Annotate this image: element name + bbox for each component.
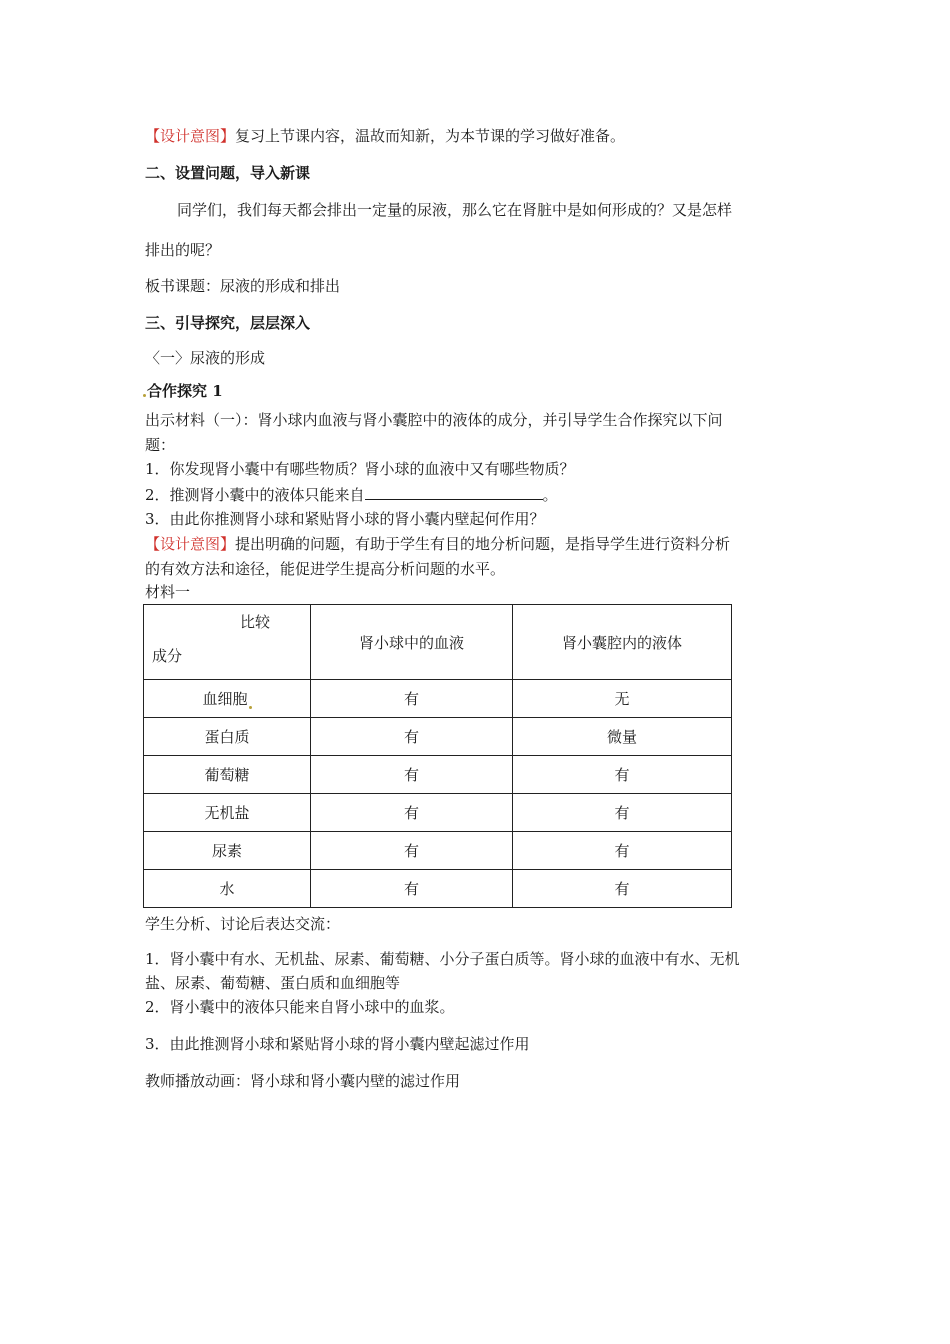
row-label: 血细胞 <box>144 680 311 718</box>
cell-capsule: 有 <box>513 756 732 794</box>
subsection-heading: 〈一〉尿液的形成 <box>145 349 266 367</box>
answer-2: 2．肾小囊中的液体只能来自肾小球中的血浆。 <box>145 998 455 1016</box>
cell-blood: 有 <box>311 718 513 756</box>
cell-capsule: 无 <box>513 680 732 718</box>
cell-blood: 有 <box>311 680 513 718</box>
cell-capsule: 有 <box>513 832 732 870</box>
row-label: 葡萄糖 <box>144 756 311 794</box>
material-intro-line1: 出示材料（一）：肾小球内血液与肾小囊腔中的液体的成分，并引导学生合作探究以下问 <box>145 411 723 429</box>
design-intent-2-line2: 的有效方法和途径，能促进学生提高分析问题的水平。 <box>145 560 506 578</box>
design-intent-2-text: 提出明确的问题，有助于学生有目的地分析问题，是指导学生进行资料分析 <box>235 535 731 553</box>
material-table <box>143 604 732 908</box>
answer-1-line1: 1．肾小囊中有水、无机盐、尿素、葡萄糖、小分子蛋白质等。肾小球的血液中有水、无机 <box>145 950 740 968</box>
question-2-suffix: 。 <box>542 486 558 504</box>
section-heading-3: 三、引导探究，层层深入 <box>145 314 311 332</box>
column-header-capsule-fluid: 肾小囊腔内的液体 <box>513 605 732 680</box>
design-intent-1 <box>145 126 625 146</box>
cell-blood: 有 <box>311 756 513 794</box>
cell-capsule: 有 <box>513 794 732 832</box>
answer-blank <box>365 484 543 500</box>
row-label: 无机盐 <box>144 794 311 832</box>
material-intro-line2: 题： <box>145 436 176 454</box>
marker-dot <box>249 706 252 709</box>
table-row <box>144 718 732 756</box>
row-label: 尿素 <box>144 832 311 870</box>
corner-compare-label: 比较 <box>240 613 271 631</box>
table-row <box>144 680 732 718</box>
marker-dot <box>143 394 146 397</box>
section-heading-2: 二、设置问题，导入新课 <box>145 164 311 182</box>
design-intent-2-tag: 【设计意图】 <box>145 535 236 553</box>
design-intent-tag: 【设计意图】 <box>145 127 236 145</box>
table-row <box>144 870 732 908</box>
answer-1-line2: 盐、尿素、葡萄糖、蛋白质和血细胞等 <box>145 974 401 992</box>
cooperative-inquiry-heading: 合作探究 1 <box>147 382 223 400</box>
table-row <box>144 756 732 794</box>
question-3: 3．由此你推测肾小球和紧贴肾小球的肾小囊内壁起何作用？ <box>145 510 545 528</box>
row-label: 水 <box>144 870 311 908</box>
board-title: 板书课题：尿液的形成和排出 <box>145 277 341 295</box>
question-2 <box>145 484 558 505</box>
answer-3: 3．由此推测肾小球和紧贴肾小球的肾小囊内壁起滤过作用 <box>145 1035 530 1053</box>
row-label: 蛋白质 <box>144 718 311 756</box>
cell-blood: 有 <box>311 870 513 908</box>
student-discussion-intro: 学生分析、讨论后表达交流： <box>145 915 341 933</box>
table-corner-header <box>144 605 311 680</box>
table-row <box>144 832 732 870</box>
teacher-animation-note: 教师播放动画：肾小球和肾小囊内壁的滤过作用 <box>145 1072 461 1090</box>
table-row <box>144 794 732 832</box>
question-1: 1．你发现肾小囊中有哪些物质？肾小球的血液中又有哪些物质？ <box>145 460 575 478</box>
design-intent-2 <box>145 534 730 554</box>
column-header-blood: 肾小球中的血液 <box>311 605 513 680</box>
material-label: 材料一 <box>145 583 191 601</box>
design-intent-text: 复习上节课内容，温故而知新，为本节课的学习做好准备。 <box>235 127 626 145</box>
corner-component-label: 成分 <box>152 647 183 665</box>
intro-paragraph-line2: 排出的呢？ <box>145 241 221 259</box>
intro-paragraph-line1: 同学们，我们每天都会排出一定量的尿液，那么它在肾脏中是如何形成的？又是怎样 <box>177 201 733 219</box>
cell-blood: 有 <box>311 832 513 870</box>
cell-capsule: 有 <box>513 870 732 908</box>
question-2-prefix: 2．推测肾小囊中的液体只能来自 <box>145 486 365 504</box>
cell-blood: 有 <box>311 794 513 832</box>
cell-capsule: 微量 <box>513 718 732 756</box>
